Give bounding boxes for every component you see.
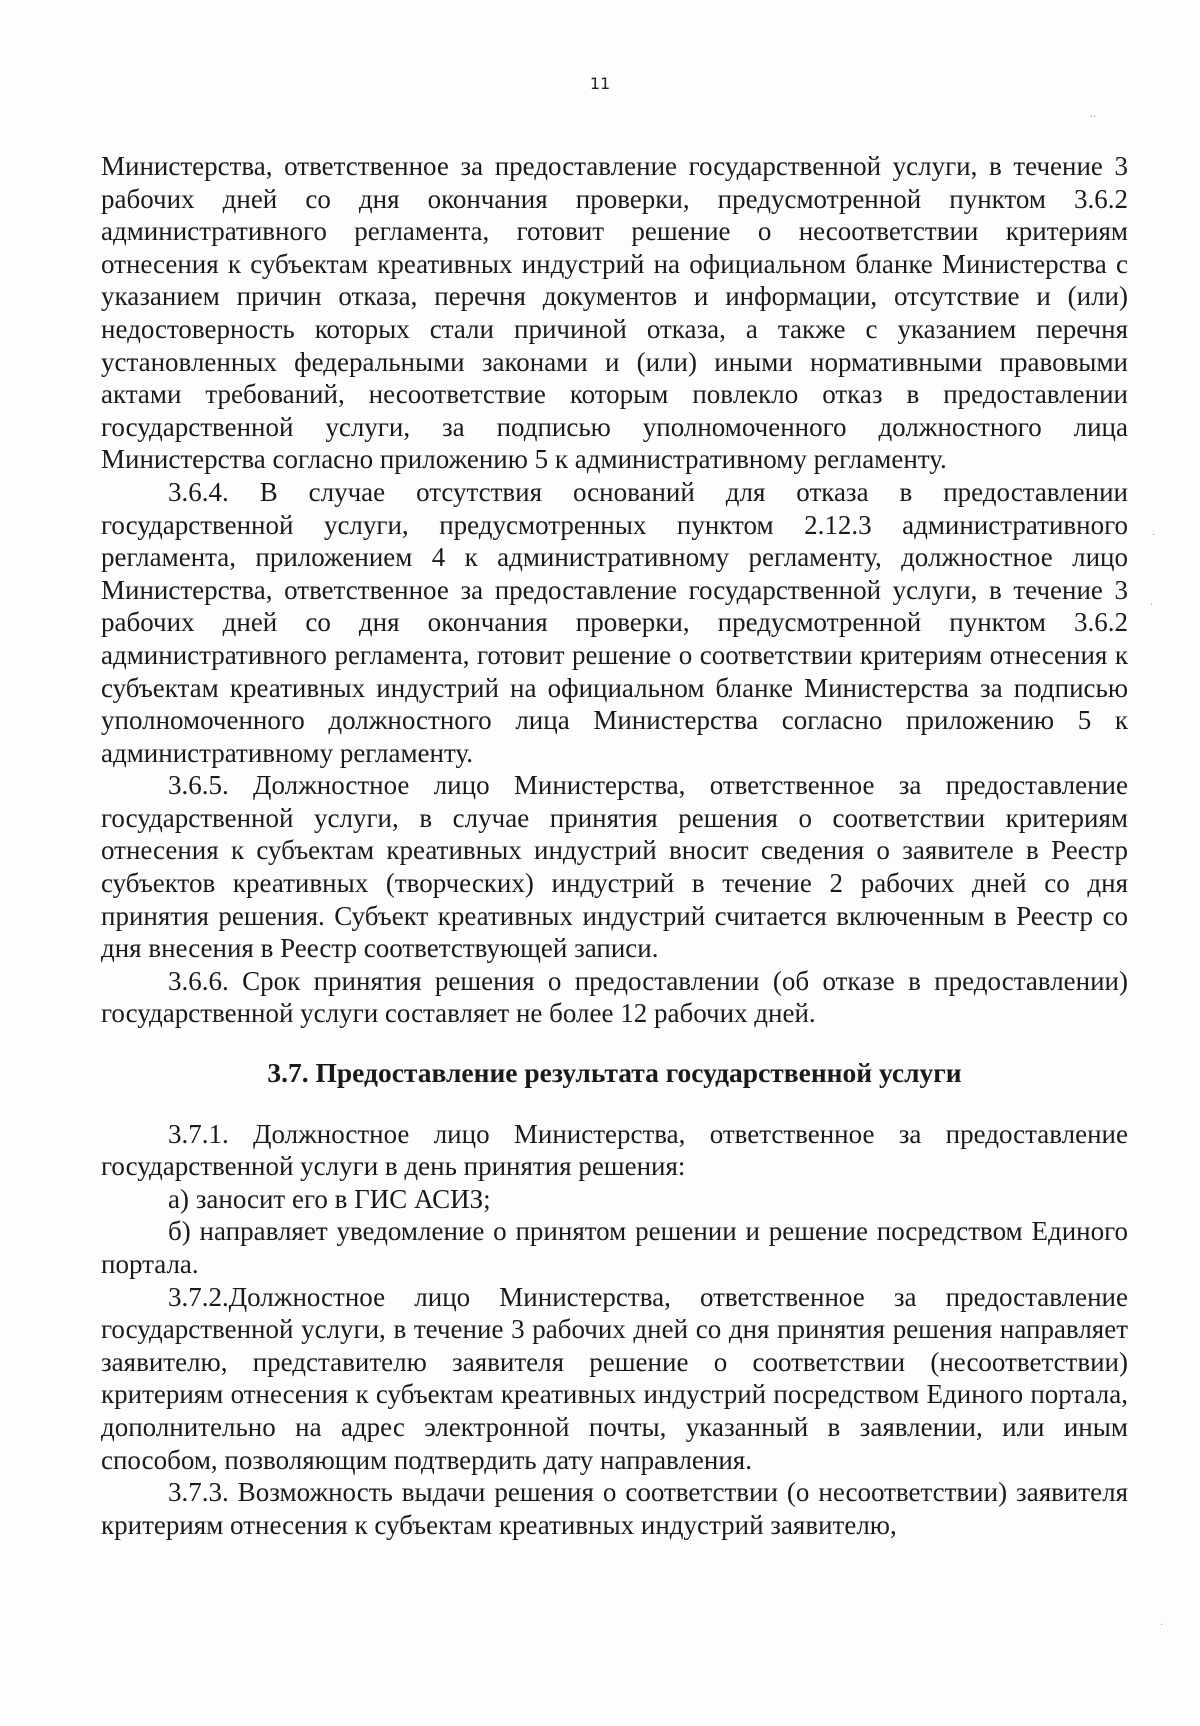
section-heading-3-7: 3.7. Предоставление результата государственной услуги xyxy=(267,1057,962,1089)
scan-speck: · xyxy=(1160,1620,1164,1631)
scan-speck: · xyxy=(1152,530,1156,541)
paragraph-3-7-3: 3.7.3. Возможность выдачи решения о соответствии (о несоответствии) заявителя критериям отнесения к субъектам креативных индустрий заявителю, xyxy=(101,1477,1128,1540)
scan-speck: · xyxy=(1150,600,1154,611)
paragraph-3-6-6: 3.6.6. Срок принятия решения о предоставлении (об отказе в предоставлении) государственной услуги составляет не более 12 рабочих дней. xyxy=(101,965,1128,1029)
paragraph-continuation: Министерства, ответственное за предоставление государственной услуги, в течение 3 рабочих дней со дня окончания проверки, предусмотренной пунктом 3.6.2 административного регламента, готовит решение о несоответствии критериям отнесения к субъектам креативных индустрий на официальном бланке Министерства с указанием причин отказа, перечня документов и информации, отсутствие и (или) недостоверность которых стали причиной отказа, а также с указанием перечня установленных федеральными законами и (или) иными нормативными правовыми актами требований, несоответствие которым повлекло отказ в предоставлении государственной услуги, за подписью уполномоченного должностного лица Министерства согласно приложению 5 к административному регламенту. xyxy=(101,151,1128,475)
page-number: 11 xyxy=(589,74,611,93)
scan-speck: ·· xyxy=(1090,112,1097,123)
paragraph-3-6-4: 3.6.4. В случае отсутствия оснований для отказа в предоставлении государственной услуги, предусмотренных пунктом 2.12.3 административного регламента, приложением 4 к административному регламенту, должностное лицо Министерства, ответственное за предоставление государственной услуги, в течение 3 рабочих дней со дня окончания проверки, предусмотренной пунктом 3.6.2 административного регламента, готовит решение о соответствии критериям отнесения к субъектам креативных индустрий на официальном бланке Министерства за подписью уполномоченного должностного лица Министерства согласно приложению 5 к административному регламенту. xyxy=(101,476,1128,768)
document-body xyxy=(101,150,1128,1541)
list-item-a: а) заносит его в ГИС АСИЗ; xyxy=(168,1183,491,1214)
paragraph-3-7-2: 3.7.2.Должностное лицо Министерства, ответственное за предоставление государственной услуги, в течение 3 рабочих дней со дня принятия решения направляет заявителю, представителю заявителя решение о соответствии (несоответствии) критериям отнесения к субъектам креативных индустрий посредством Единого портала, дополнительно на адрес электронной почты, указанный в заявлении, или иным способом, позволяющим подтвердить дату направления. xyxy=(101,1281,1128,1475)
list-item-b: б) направляет уведомление о принятом решении и решение посредством Единого портала. xyxy=(101,1216,1128,1279)
paragraph-3-6-5: 3.6.5. Должностное лицо Министерства, ответственное за предоставление государственной услуги, в случае принятия решения о соответствии критериям отнесения к субъектам креативных индустрий вносит сведения о заявителе в Реестр субъектов креативных (творческих) индустрий в течение 2 рабочих дней со дня принятия решения. Субъект креативных индустрий считается включенным в Реестр со дня внесения в Реестр соответствующей записи. xyxy=(101,770,1128,964)
paragraph-3-7-1: 3.7.1. Должностное лицо Министерства, ответственное за предоставление государственной услуги в день принятия решения: xyxy=(101,1118,1128,1182)
